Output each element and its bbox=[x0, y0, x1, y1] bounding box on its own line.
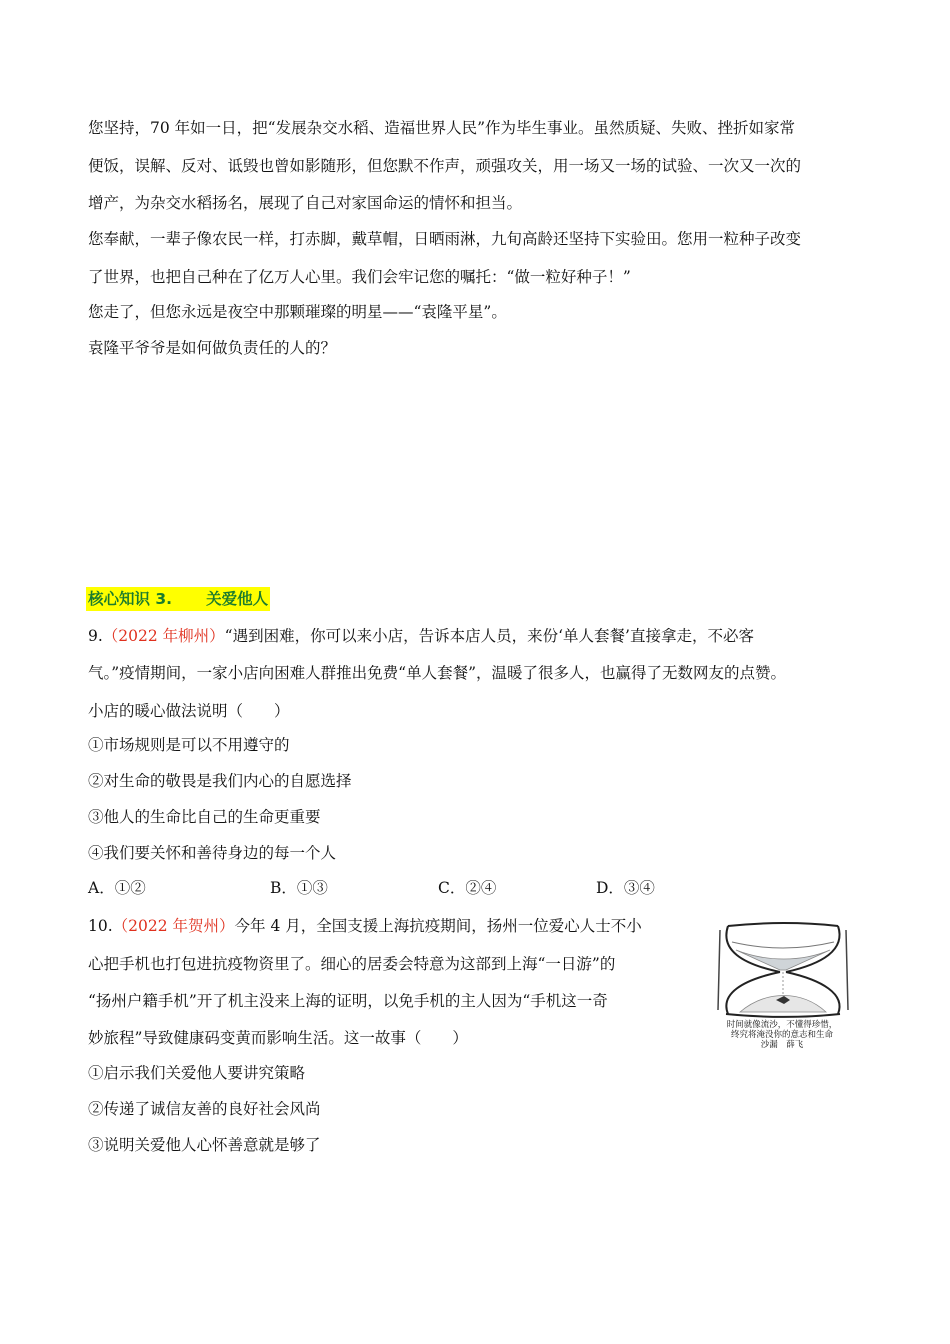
q9-option-c[interactable]: C．②④ bbox=[438, 879, 497, 897]
q9-line-2: 气。”疫情期间，一家小店向困难人群推出免费“单人套餐”，温暖了很多人，也赢得了无数网友的点赞。 bbox=[88, 664, 787, 682]
passage-question: 袁隆平爷爷是如何做负责任的人的？ bbox=[88, 339, 337, 357]
passage-line-3: 增产，为杂交水稻扬名，展现了自己对家国命运的情怀和担当。 bbox=[88, 194, 523, 212]
q9-source: （2022 年柳州） bbox=[102, 627, 225, 645]
hourglass-caption-1: 时间就像流沙，不懂得珍惜， bbox=[726, 1020, 838, 1030]
q10-line-4: 妙旅程”导致健康码变黄而影响生活。这一故事（ ） bbox=[88, 1029, 468, 1047]
q10-line-3: “扬州户籍手机”开了机主没来上海的证明，以免手机的主人因为“手机这一奇 bbox=[88, 992, 608, 1010]
q10-number: 10. bbox=[88, 917, 113, 935]
passage-line-1: 您坚持，70 年如一日，把“发展杂交水稻、造福世界人民”作为毕生事业。虽然质疑、失败、挫折如家常 bbox=[88, 119, 796, 137]
q10-line-1 bbox=[88, 916, 642, 936]
q9-line-1 bbox=[88, 626, 754, 646]
q10-statement-2: ②传递了诚信友善的良好社会风尚 bbox=[88, 1100, 321, 1118]
passage-line-5: 了世界，也把自己种在了亿万人心里。我们会牢记您的嘱托：“做一粒好种子！” bbox=[88, 268, 631, 286]
q9-text: “遇到困难，你可以来小店，告诉本店人员，来份‘单人套餐’直接拿走，不必客 bbox=[224, 627, 754, 645]
q9-statement-1: ①市场规则是可以不用遵守的 bbox=[88, 736, 290, 754]
q10-statement-1: ①启示我们关爱他人要讲究策略 bbox=[88, 1064, 306, 1082]
q9-statement-3: ③他人的生命比自己的生命更重要 bbox=[88, 808, 321, 826]
q9-line-3: 小店的暖心做法说明（ ） bbox=[88, 702, 290, 720]
q9-statement-4: ④我们要关怀和善待身边的每一个人 bbox=[88, 844, 337, 862]
q9-statement-2: ②对生命的敬畏是我们内心的自愿选择 bbox=[88, 772, 352, 790]
q9-option-a[interactable]: A．①② bbox=[88, 879, 146, 897]
passage-line-6: 您走了，但您永远是夜空中那颗璀璨的明星——“袁隆平星”。 bbox=[88, 303, 507, 321]
passage-line-4: 您奉献，一辈子像农民一样，打赤脚，戴草帽，日晒雨淋，九旬高龄还坚持下实验田。您用一粒种子改变 bbox=[88, 230, 802, 248]
q10-line-2: 心把手机也打包进抗疫物资里了。细心的居委会特意为这部到上海“一日游”的 bbox=[88, 955, 616, 973]
hourglass-caption-2: 终究将淹没你的意志和生命 bbox=[730, 1030, 833, 1040]
section-heading bbox=[86, 587, 270, 611]
q9-number: 9. bbox=[88, 627, 103, 645]
hourglass-icon bbox=[706, 920, 858, 1020]
section-subtitle: 关爱他人 bbox=[206, 590, 269, 608]
q10-text: 今年 4 月，全国支援上海抗疫期间，扬州一位爱心人士不小 bbox=[234, 917, 642, 935]
q9-option-d[interactable]: D．③④ bbox=[596, 879, 655, 897]
hourglass-cartoon bbox=[706, 920, 858, 1050]
hourglass-caption-3: 沙漏 薛飞 bbox=[760, 1040, 804, 1050]
section-title: 核心知识 3. bbox=[88, 590, 173, 608]
q10-statement-3: ③说明关爱他人心怀善意就是够了 bbox=[88, 1136, 321, 1154]
passage-line-2: 便饭，误解、反对、诋毁也曾如影随形，但您默不作声，顽强攻关，用一场又一场的试验、一次又一次的 bbox=[88, 157, 802, 175]
q10-source: （2022 年贺州） bbox=[112, 917, 235, 935]
q9-option-b[interactable]: B．①③ bbox=[270, 879, 328, 897]
